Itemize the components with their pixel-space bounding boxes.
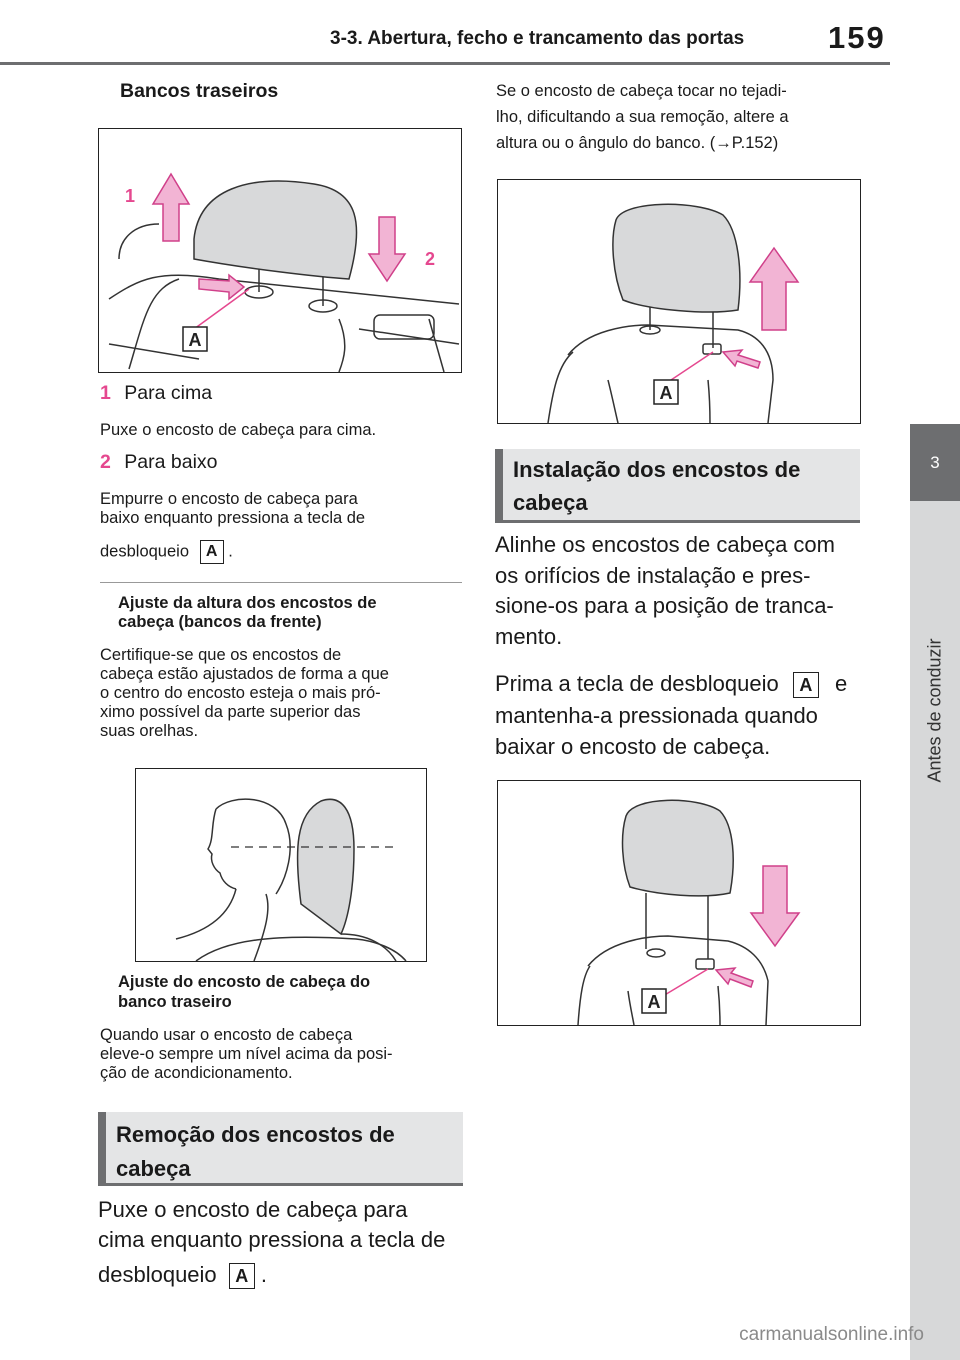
front-adjust-text-line: Certifique-se que os encostos de — [100, 646, 342, 664]
step-2-text-line3-end: . — [228, 542, 233, 561]
step-1-number: 1 — [100, 382, 111, 404]
chapter-side-label: Antes de conduzir — [924, 638, 945, 783]
rear-adjust-heading-line1: Ajuste do encosto de cabeça do — [118, 973, 371, 991]
front-adjust-text — [100, 646, 462, 741]
step-2-number: 2 — [100, 451, 111, 473]
figure-headrest-install — [497, 780, 861, 1026]
unlock-button-tag: A — [229, 1263, 255, 1289]
step-2-title: Para baixo — [124, 451, 218, 473]
arrow-press-icon — [723, 350, 760, 368]
section-installation — [495, 449, 860, 523]
rear-adjust-text-line: Quando usar o encosto de cabeça — [100, 1026, 353, 1044]
section-removal — [98, 1112, 463, 1186]
chapter-tab-number: 3 — [930, 452, 940, 472]
rear-adjust-text — [100, 1026, 470, 1083]
install-heading-line1: Instalação dos encostos de — [513, 457, 801, 482]
front-adjust-text-line: o centro do encosto esteja o mais pró- — [100, 684, 381, 702]
rear-seats-heading: Bancos traseiros — [120, 80, 279, 102]
divider — [100, 582, 462, 583]
header-rule — [0, 62, 890, 65]
step-1-title: Para cima — [124, 382, 213, 404]
unlock-button-tag: A — [793, 672, 819, 698]
figure-front-headrest-height — [135, 768, 427, 962]
headliner-note-line: lho, dificultando a sua remoção, altere a — [496, 108, 789, 126]
rear-headrest-illustration — [99, 129, 461, 372]
step-2-text-line2: baixo enquanto pressiona a tecla de — [100, 509, 366, 527]
chapter-tab — [910, 424, 960, 501]
headrest-install-illustration — [498, 781, 860, 1025]
install-text — [495, 530, 875, 652]
step-2 — [100, 451, 218, 474]
install-heading-line2: cabeça — [513, 490, 588, 515]
removal-heading-line2: cabeça — [116, 1156, 191, 1181]
removal-text-line3-end: . — [260, 1262, 268, 1287]
figure-rear-headrest-removal — [98, 128, 462, 373]
arrow-down-icon — [369, 217, 405, 281]
figure-label-2: 2 — [425, 249, 436, 269]
arrow-press-icon — [716, 968, 753, 987]
figure-label-a: A — [647, 992, 661, 1012]
step-2-text-line1: Empurre o encosto de cabeça para — [100, 490, 358, 508]
step-1-text: Puxe o encosto de cabeça para cima. — [100, 421, 377, 439]
figure-headrest-raise — [497, 179, 861, 424]
figure-label-1: 1 — [125, 186, 136, 206]
watermark: carmanualsonline.info — [739, 1324, 924, 1345]
removal-text-line3 — [98, 1256, 267, 1294]
install-text-line: Alinhe os encostos de cabeça com — [495, 532, 835, 557]
install-text2-start: Prima a tecla de desbloqueio — [495, 671, 779, 696]
figure-label-a: A — [659, 383, 673, 403]
page-number: 159 — [828, 20, 886, 55]
step-1 — [100, 382, 212, 405]
rear-adjust-heading-line2: banco traseiro — [118, 993, 232, 1011]
install-text2-end: e — [834, 671, 848, 696]
headliner-note-line: altura ou o ângulo do banco. (→P.152) — [496, 134, 779, 152]
arrow-down-icon — [751, 866, 799, 946]
arrow-up-icon — [750, 248, 798, 330]
arrow-up-icon — [153, 174, 189, 241]
front-adjust-heading-line2: cabeça (bancos da frente) — [118, 613, 322, 631]
install-text2-line3: baixar o encosto de cabeça. — [495, 734, 771, 759]
front-adjust-text-line: cabeça estão ajustados de forma a que — [100, 665, 389, 683]
headrest-raise-illustration — [498, 180, 860, 423]
rear-adjust-text-line: eleve-o sempre um nível acima da posi- — [100, 1045, 393, 1063]
install-text2-line2: mantenha-a pressionada quando — [495, 703, 818, 728]
front-adjust-text-line: suas orelhas. — [100, 722, 199, 740]
install-text-line: os orifícios de instalação e pres- — [495, 562, 811, 588]
head-position-illustration — [136, 769, 426, 961]
front-adjust-text-line: ximo possível da parte superior das — [100, 703, 361, 721]
side-margin-top — [910, 0, 960, 418]
step-2-text-line3-start: desbloqueio — [100, 542, 189, 561]
removal-text-line2: cima enquanto pressiona a tecla de — [98, 1227, 446, 1252]
install-text-line: mento. — [495, 623, 563, 649]
headrest-shape — [194, 181, 357, 279]
figure-label-a: A — [188, 330, 202, 350]
chapter-header-title: 3-3. Abertura, fecho e trancamento das portas — [330, 28, 745, 49]
install-text-line: sione-os para a posição de tranca- — [495, 593, 834, 618]
step-2-text-line3 — [100, 540, 233, 564]
rear-adjust-text-line: ção de acondicionamento. — [100, 1064, 293, 1082]
headliner-note-line: Se o encosto de cabeça tocar no tejadi- — [496, 82, 787, 100]
removal-heading-line1: Remoção dos encostos de — [116, 1122, 395, 1147]
front-adjust-heading-line1: Ajuste da altura dos encostos de — [118, 594, 377, 612]
headliner-note — [496, 78, 856, 156]
removal-text-line1: Puxe o encosto de cabeça para — [98, 1197, 408, 1222]
unlock-button-tag: A — [200, 540, 224, 564]
removal-text-line3-start: desbloqueio — [98, 1262, 217, 1287]
